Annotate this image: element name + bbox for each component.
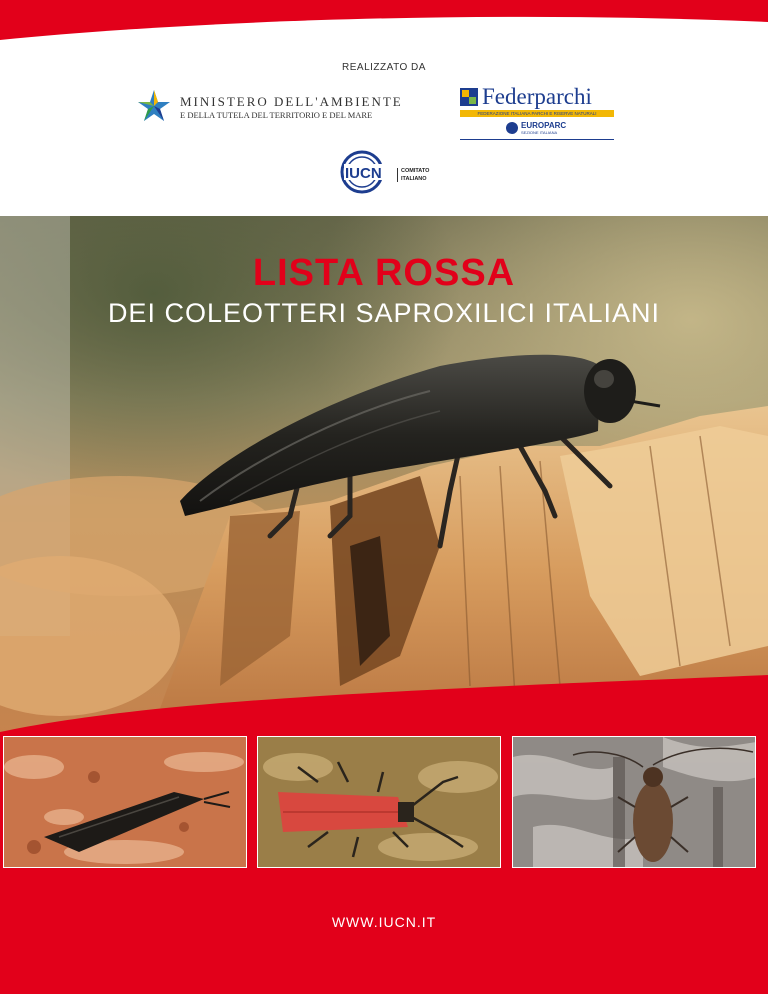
federparchi-band: FEDERAZIONE ITALIANA PARCHI E RISERVE NATURALI	[460, 110, 614, 117]
europarc-sub: SEZIONE ITALIANA	[521, 130, 558, 135]
thumbnail-photo	[3, 736, 247, 868]
ministero-line2: E DELLA TUTELA DEL TERRITORIO E DEL MARE	[180, 110, 373, 120]
europarc-logo	[506, 120, 586, 136]
iucn-comitato	[401, 167, 429, 183]
europarc-circle-icon	[506, 122, 518, 134]
ministero-star-icon	[136, 88, 172, 124]
federparchi-rule	[460, 139, 614, 140]
dark-elongated-beetle-illustration	[4, 737, 247, 868]
iucn-logo	[340, 150, 440, 194]
federparchi-logo	[460, 86, 614, 142]
cover-subtitle: DEI COLEOTTERI SAPROXILICI ITALIANI	[107, 298, 661, 328]
longhorn-beetle-illustration	[513, 737, 756, 868]
ministero-line1: MINISTERO DELL'AMBIENTE	[180, 94, 403, 109]
red-net-winged-beetle-illustration	[258, 737, 501, 868]
thumbnail-photo	[512, 736, 756, 868]
cover-title: LISTA ROSSA	[252, 252, 516, 294]
iucn-divider	[397, 168, 398, 182]
federparchi-mark-icon	[460, 88, 478, 106]
header-curve	[0, 10, 768, 50]
iucn-emblem-icon	[340, 150, 400, 194]
website-url[interactable]: WWW.IUCN.IT	[331, 914, 437, 930]
iucn-acronym: IUCN	[345, 165, 382, 182]
ministero-logo	[136, 88, 403, 124]
bottom-red-swoosh	[0, 650, 768, 740]
iucn-comitato-line2: ITALIANO	[401, 176, 427, 182]
europarc-name: EUROPARC	[521, 121, 567, 130]
thumbnail-photo	[257, 736, 501, 868]
federparchi-name: Federparchi	[482, 84, 592, 109]
iucn-comitato-line1: COMITATO	[401, 168, 430, 174]
realizzato-label: REALIZZATO DA	[342, 62, 426, 73]
